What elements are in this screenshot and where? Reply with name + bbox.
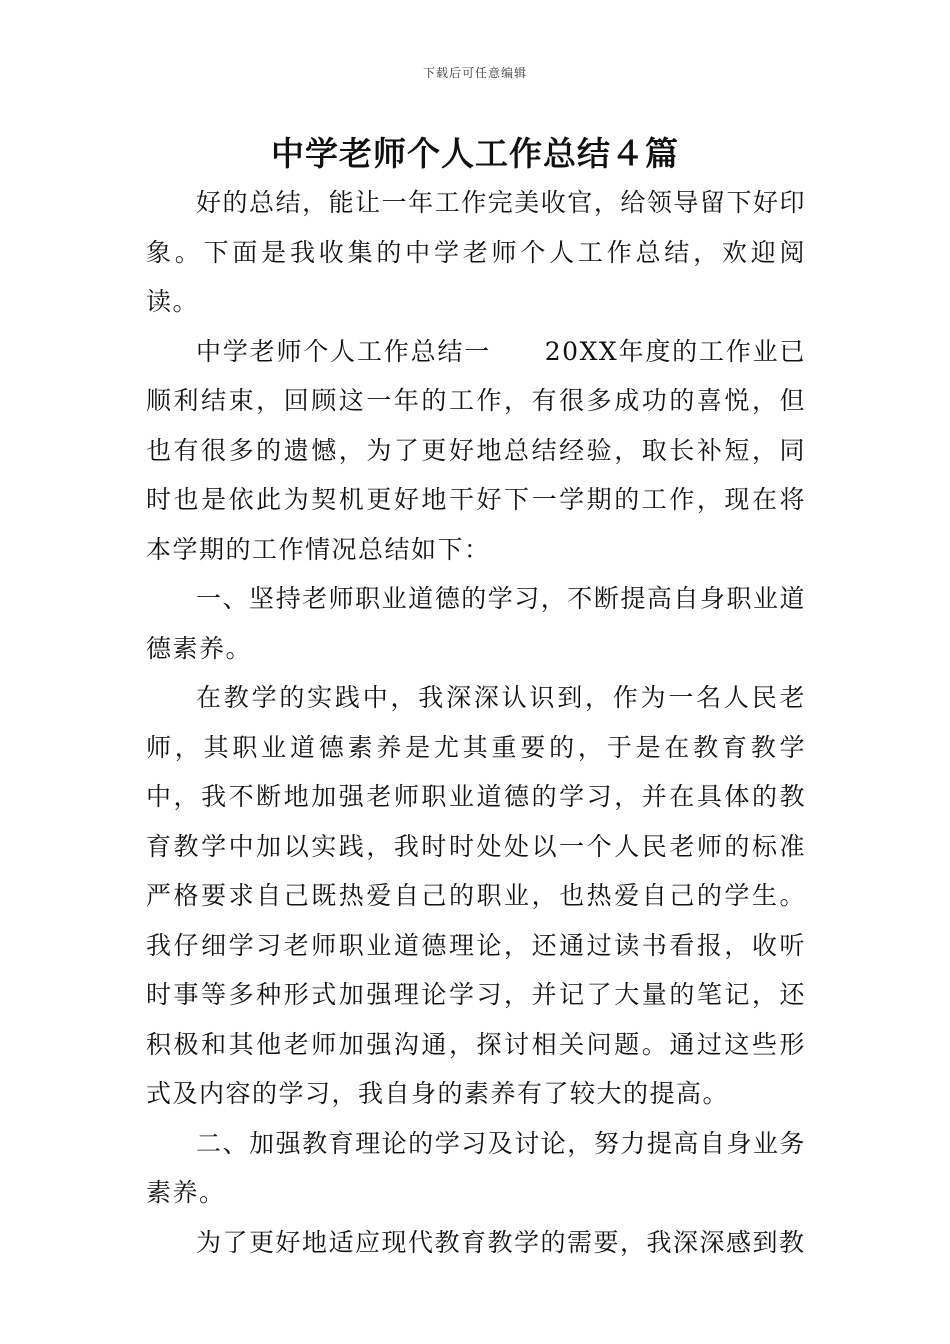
page-header-note: 下载后可任意编辑 [422,66,527,80]
paragraph-section-two-body: 为了更好地适应现代教育教学的需要，我深深感到教 [196,1227,806,1257]
paragraph-section-two-heading: 二、加强教育理论的学习及讨论，努力提高自身业务素养。 [146,1128,806,1207]
paragraph-intro: 好的总结，能让一年工作完美收官，给领导留下好印象。下面是我收集的中学老师个人工作总结，欢迎阅读。 [146,188,806,316]
document-body [146,178,806,1267]
paragraph-summary-one-opening: 中学老师个人工作总结一 20XX年度的工作业已顺利结束，回顾这一年的工作，有很多成功的喜悦，但也有很多的遗憾，为了更好地总结经验，取长补短，同时也是依此为契机更好地干好下一学期的工作，现在将本学期的工作情况总结如下： [146,336,806,564]
paragraph-section-one-body: 在教学的实践中，我深深认识到，作为一名人民老师，其职业道德素养是尤其重要的，于是在教育教学中，我不断地加强老师职业道德的学习，并在具体的教育教学中加以实践，我时时处处以一个人民老师的标准严格要求自己既热爱自己的职业，也热爱自己的学生。我仔细学习老师职业道德理论，还通过读书看报，收听时事等多种形式加强理论学习，并记了大量的笔记，还积极和其他老师加强沟通，探讨相关问题。通过这些形式及内容的学习，我自身的素养有了较大的提高。 [146,683,806,1108]
paragraph-section-one-heading: 一、坚持老师职业道德的学习，不断提高自身职业道德素养。 [146,584,806,663]
document-title: 中学老师个人工作总结４篇 [271,134,679,173]
